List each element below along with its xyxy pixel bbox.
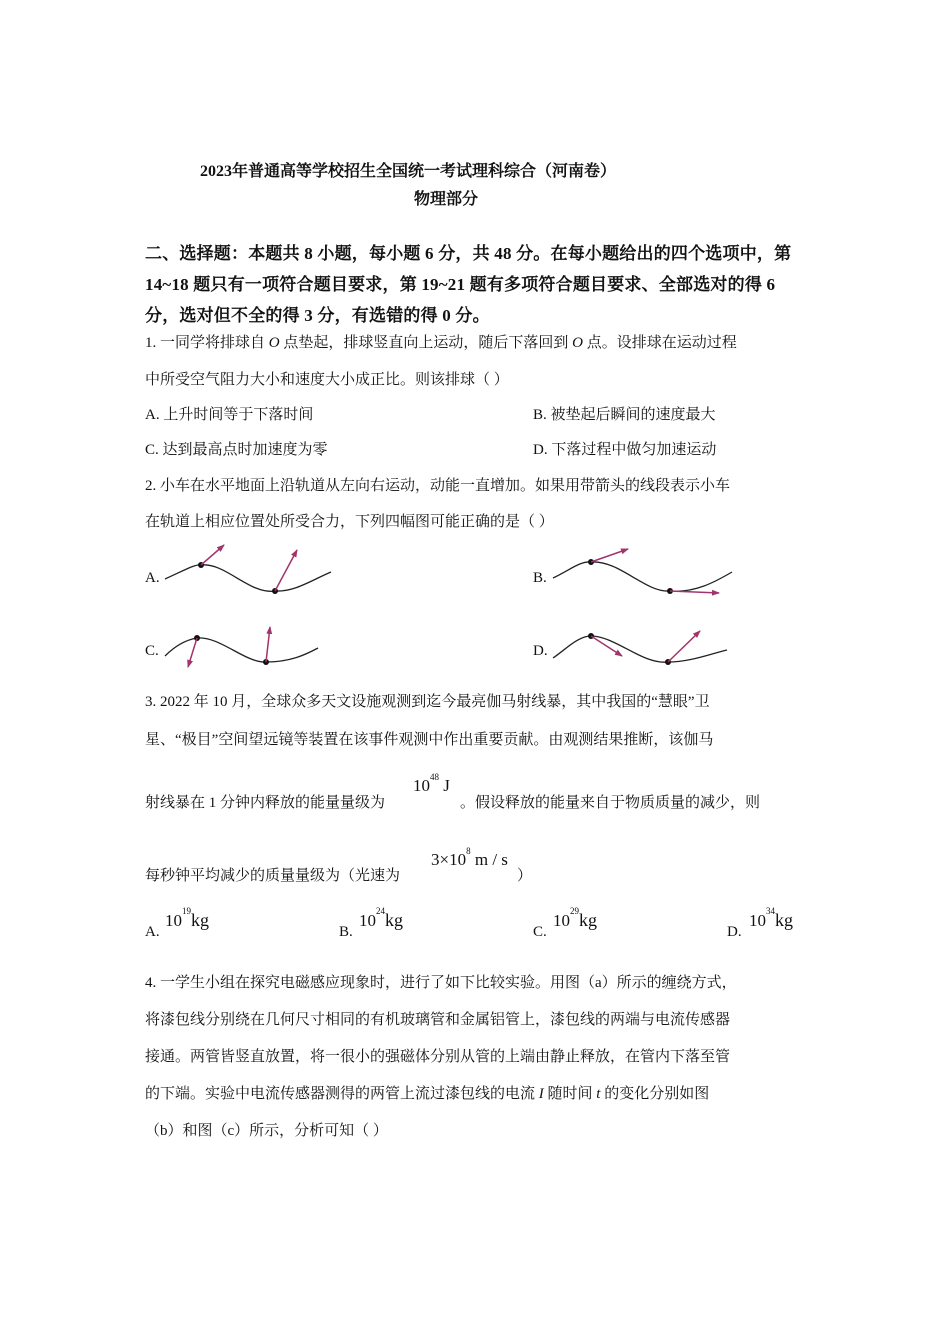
q2-option-c-label: C. — [145, 643, 159, 659]
q2-line1: 2. 小车在水平地面上沿轨道从左向右运动，动能一直增加。如果用带箭头的线段表示小车 — [145, 478, 731, 494]
q4-line5: （b）和图（c）所示，分析可知（ ） — [145, 1123, 388, 1139]
unit: kg — [775, 910, 793, 930]
q4-line3: 接通。两管皆竖直放置，将一很小的强磁体分别从管的上端由静止释放，在管内下落至管 — [145, 1049, 731, 1065]
track-d — [553, 636, 727, 662]
track-b — [553, 562, 732, 591]
q3-line3 — [145, 791, 385, 812]
energy-unit: J — [443, 776, 450, 795]
q3-option-c-label: C. — [533, 924, 547, 940]
unit: kg — [191, 910, 209, 930]
q3-line3-b: 。假设释放的能量来自于物质质量的减少，则 — [460, 795, 761, 811]
c-exponent: 8 — [466, 846, 471, 856]
base: 10 — [359, 911, 376, 930]
exponent: 34 — [766, 906, 775, 916]
q1-text-c: 点。设排球在运动过程 — [582, 335, 737, 351]
force-arrow — [188, 638, 197, 667]
q1-option-a: A. 上升时间等于下落时间 — [145, 407, 314, 423]
force-arrow — [591, 549, 628, 562]
var-o: O — [572, 335, 583, 351]
exponent: 24 — [376, 906, 385, 916]
exponent: 29 — [570, 906, 579, 916]
force-arrow — [275, 550, 297, 591]
exam-subtitle: 物理部分 — [414, 191, 479, 208]
q1-text-a: 1. 一同学将排球自 — [145, 335, 269, 351]
q4-line1: 4. 一学生小组在探究电磁感应现象时，进行了如下比较实验。用图（a）所示的缠绕方式， — [145, 975, 737, 991]
q2-option-b-label: B. — [533, 570, 547, 586]
q2-line2: 在轨道上相应位置处所受合力，下列四幅图可能正确的是（ ） — [145, 514, 554, 530]
q3-option-a-value — [165, 906, 209, 931]
energy-base: 10 — [413, 776, 430, 795]
q3-text-a: 射线暴在 1 分钟内释放的能量量级为 — [145, 795, 386, 811]
force-arrow — [266, 627, 270, 662]
base: 10 — [553, 911, 570, 930]
unit: kg — [579, 910, 597, 930]
force-arrow — [670, 591, 719, 593]
exam-title: 2023年普通高等学校招生全国统一考试理科综合（河南卷） — [200, 163, 617, 180]
var-t: t — [596, 1086, 601, 1102]
q3-option-d-value — [749, 906, 793, 931]
q3-line4-end: ） — [517, 868, 533, 884]
base: 10 — [749, 911, 766, 930]
q1-option-c: C. 达到最高点时加速度为零 — [145, 442, 328, 458]
q3-line1: 3. 2022 年 10 月，全球众多天文设施观测到迄今最亮伽马射线暴，其中我国的“慧眼”卫 — [145, 694, 710, 710]
q4-text-b: 随时间 — [543, 1086, 597, 1102]
c-formula — [431, 846, 508, 870]
q2-option-a-label: A. — [145, 570, 160, 586]
var-i: I — [538, 1086, 544, 1102]
q1-option-b: B. 被垫起后瞬间的速度最大 — [533, 407, 716, 423]
q3-line2: 星、“极目”空间望远镜等装置在该事件观测中作出重要贡献。由观测结果推断，该伽马 — [145, 732, 714, 748]
force-arrow — [668, 631, 700, 662]
energy-formula — [413, 772, 450, 796]
q1-line2: 中所受空气阻力大小和速度大小成正比。则该排球（ ） — [145, 372, 509, 388]
c-unit: m / s — [474, 850, 508, 869]
force-arrow — [201, 545, 224, 565]
energy-exponent: 48 — [430, 772, 439, 782]
track-c — [165, 638, 318, 662]
q3-option-b-value — [359, 906, 403, 931]
var-o: O — [268, 335, 280, 351]
q3-option-c-value — [553, 906, 597, 931]
q4-text-c: 的变化分别如图 — [600, 1086, 710, 1102]
q3-option-a-label: A. — [145, 924, 160, 940]
q4-line2: 将漆包线分别绕在几何尺寸相同的有机玻璃管和金属铝管上，漆包线的两端与电流传感器 — [145, 1012, 731, 1028]
q3-option-d-label: D. — [727, 924, 742, 940]
base: 10 — [165, 911, 182, 930]
q1-option-d: D. 下落过程中做匀加速运动 — [533, 442, 717, 458]
q3-line4: 每秒钟平均减少的质量量级为（光速为 — [145, 868, 401, 884]
unit: kg — [385, 910, 403, 930]
q2-option-d-label: D. — [533, 643, 548, 659]
section-heading: 二、选择题：本题共 8 小题，每小题 6 分，共 48 分。在每小题给出的四个选项中，第 14~18 题只有一项符合题目要求，第 19~21 题有多项符合题目要求、全部选对的得 6 分，选对但不全的得 3 分，有选错的得 0 分。 — [145, 244, 792, 325]
exponent: 19 — [182, 906, 191, 916]
q1-text-b: 点垫起，排球竖直向上运动，随后下落回到 — [279, 335, 573, 351]
q4-text-a: 的下端。实验中电流传感器测得的两管上流过漆包线的电流 — [145, 1086, 539, 1102]
q3-option-b-label: B. — [339, 924, 353, 940]
c-value: 3×10 — [431, 850, 467, 869]
q4-line4 — [145, 1082, 709, 1103]
track-a — [165, 565, 331, 592]
